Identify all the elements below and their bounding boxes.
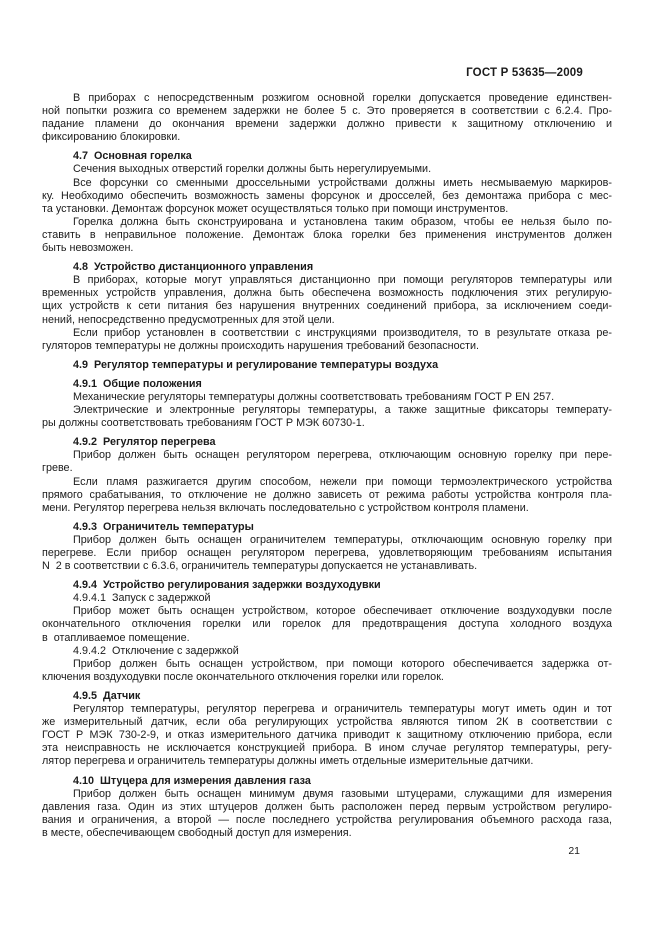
- paragraph-line: греве.: [42, 462, 73, 475]
- paragraph-line: Электрические и электронные регуляторы температуры, а также защитные фиксаторы температу-: [73, 404, 612, 417]
- paragraph: [42, 476, 612, 515]
- paragraph: [42, 788, 612, 840]
- paragraph-line: ры должны соответствовать требованиям ГОСТ Р МЭК 60730-1.: [42, 417, 365, 430]
- section-heading: 4.9.2 Регулятор перегрева: [73, 436, 216, 449]
- paragraph-line: Прибор должен быть оснащен регулятором перегрева, отключающим основную горелку при пере-: [73, 449, 612, 462]
- paragraph-line: В приборах с непосредственным розжигом основной горелки допускается проведение единствен-: [73, 92, 612, 104]
- paragraph: [42, 274, 612, 326]
- section-heading: 4.10 Штуцера для измерения давления газа: [73, 774, 311, 787]
- paragraph-line: ключения воздуходувки после окончательного отключения горелки или горелок.: [42, 670, 444, 683]
- paragraph-line: Все форсунки со сменными дроссельными устройствами должны иметь несмываемую маркиров-: [73, 176, 612, 189]
- paragraph-line: та установки. Демонтаж форсунок может осуществляться только при помощи инструментов.: [42, 202, 509, 215]
- paragraph: [42, 216, 612, 255]
- paragraph-line: ставить в неправильное положение. Демонтаж блока горелки без применения инструментов должен: [42, 228, 612, 241]
- section-heading: 4.9 Регулятор температуры и регулирование температуры воздуха: [73, 358, 439, 371]
- paragraph-line: лятор перегрева и ограничитель температуры должны иметь отдельные измерительные датчики.: [42, 755, 534, 768]
- paragraph: [42, 449, 612, 475]
- paragraph-line: фиксированию блокировки.: [42, 131, 181, 144]
- paragraph-line: прямого срабатывания, то отключение не должно зависеть от режима работы устройства контроля пла-: [42, 488, 612, 501]
- paragraph-line: Механические регуляторы температуры должны соответствовать требованиям ГОСТ Р EN 257.: [73, 390, 555, 403]
- paragraph-line: ку. Необходимо обеспечить возможность замены форсунок и дросселей, без демонтажа прибора с мес-: [42, 189, 612, 202]
- paragraph-line: Прибор может быть оснащен устройством, которое обеспечивает отключение воздуходувки после: [73, 605, 612, 618]
- paragraph-line: Если прибор установлен в соответствии с инструкциями производителя, то в результате отказа ре-: [73, 326, 612, 339]
- paragraph: [42, 605, 612, 644]
- paragraph-line: перегреве. Если прибор оснащен регулятором перегрева, удовлетворяющим требованиям испытания: [42, 547, 612, 559]
- paragraph: [42, 327, 612, 353]
- paragraph-line: Регулятор температуры, регулятор перегрева и ограничитель температуры могут иметь один и тот: [73, 703, 612, 716]
- clause-subheading: 4.9.4.1 Запуск с задержкой: [73, 592, 211, 605]
- paragraph: [42, 391, 612, 404]
- section-heading: 4.9.1 Общие положения: [73, 377, 202, 390]
- paragraph-line: Прибор должен быть оснащен ограничителем температуры, отключающим основную горелку при: [73, 533, 612, 546]
- paragraph: [42, 703, 612, 768]
- paragraph-line: эта неисправность не исключается конструкцией прибора. В ином случае регулятор температуры, регу-: [42, 742, 612, 755]
- section-heading: 4.9.4 Устройство регулирования задержки воздуходувки: [73, 579, 381, 592]
- paragraph-line: ГОСТ Р МЭК 730-2-9, и отказ измерительного датчика приводит к защитному отключению прибора, если: [42, 729, 612, 742]
- paragraph: [42, 163, 612, 176]
- paragraph-line: давления газа. Один из этих штуцеров должен быть расположен перед первым устройством регулиро-: [42, 800, 612, 813]
- document-body: [42, 92, 612, 840]
- paragraph-line: временных устройств управления, должна быть обеспечена возможность подключения этих регулирую-: [42, 287, 612, 300]
- section-heading: 4.9.5 Датчик: [73, 689, 141, 702]
- paragraph-line: В приборах, которые могут управляться дистанционно при помощи регуляторов температуры или: [73, 274, 612, 287]
- section-heading: 4.8 Устройство дистанционного управления: [73, 261, 314, 274]
- section-heading: 4.9.3 Ограничитель температуры: [73, 520, 254, 533]
- paragraph-line: быть невозможен.: [42, 242, 134, 255]
- paragraph-line: ной попытки розжига со временем задержки не более 5 с. Это проверяется в соответствии с 6.2.4. Про-: [42, 105, 612, 118]
- page-number: 21: [568, 845, 580, 857]
- section-heading: 4.7 Основная горелка: [73, 150, 192, 163]
- paragraph-line: N 2 в соответствии с 6.3.6, ограничитель температуры допускается не устанавливать.: [42, 560, 478, 573]
- paragraph: [42, 92, 612, 144]
- paragraph-line: падание пламени до окончания времени задержки должно привести к защитному отключению и: [42, 118, 612, 131]
- paragraph-line: Сечения выходных отверстий горелки должны быть нерегулируемыми.: [73, 163, 432, 176]
- paragraph: [42, 658, 612, 684]
- paragraph-line: же измерительный датчик, если оба регулирующих устройства являются типом 2К в соответствии с: [42, 716, 612, 729]
- paragraph-line: Прибор должен быть оснащен минимум двумя газовыми штуцерами, служащими для измерения: [73, 787, 612, 800]
- paragraph-line: в месте, обеспечивающем свободный доступ для измерения.: [42, 826, 352, 839]
- paragraph-line: мени. Регулятор перегрева нельзя включать последовательно с устройством контроля пламени.: [42, 501, 529, 514]
- paragraph: [42, 534, 612, 573]
- paragraph-line: Горелка должна быть сконструирована и установлена таким образом, чтобы ее нельзя было по-: [73, 215, 612, 228]
- paragraph-line: Если пламя разжигается другим способом, нежели при помощи термоэлектрического устройства: [73, 475, 612, 488]
- paragraph-line: окончательного отключения горелки или горелок для предотвращения доступа холодного воздуха: [42, 618, 612, 631]
- paragraph-line: щих устройств к сети питания без нарушения внутренних соединений прибора, за исключением соеди-: [42, 300, 612, 313]
- paragraph: [42, 177, 612, 216]
- paragraph-line: вания и ограничения, а второй — после последнего устройства регулирования объемного расхода газа,: [42, 813, 612, 826]
- paragraph-line: гуляторов температуры не должны происходить нарушения требований безопасности.: [42, 339, 479, 352]
- clause-subheading: 4.9.4.2 Отключение с задержкой: [73, 644, 239, 657]
- paragraph: [42, 404, 612, 430]
- paragraph-line: в отапливаемое помещение.: [42, 631, 190, 644]
- paragraph-line: нений, непосредственно предусмотренных для этой цели.: [42, 313, 335, 326]
- document-header-designation: ГОСТ Р 53635—2009: [466, 67, 583, 79]
- paragraph-line: Прибор должен быть оснащен устройством, при помощи которого обеспечивается задержка от-: [73, 657, 612, 670]
